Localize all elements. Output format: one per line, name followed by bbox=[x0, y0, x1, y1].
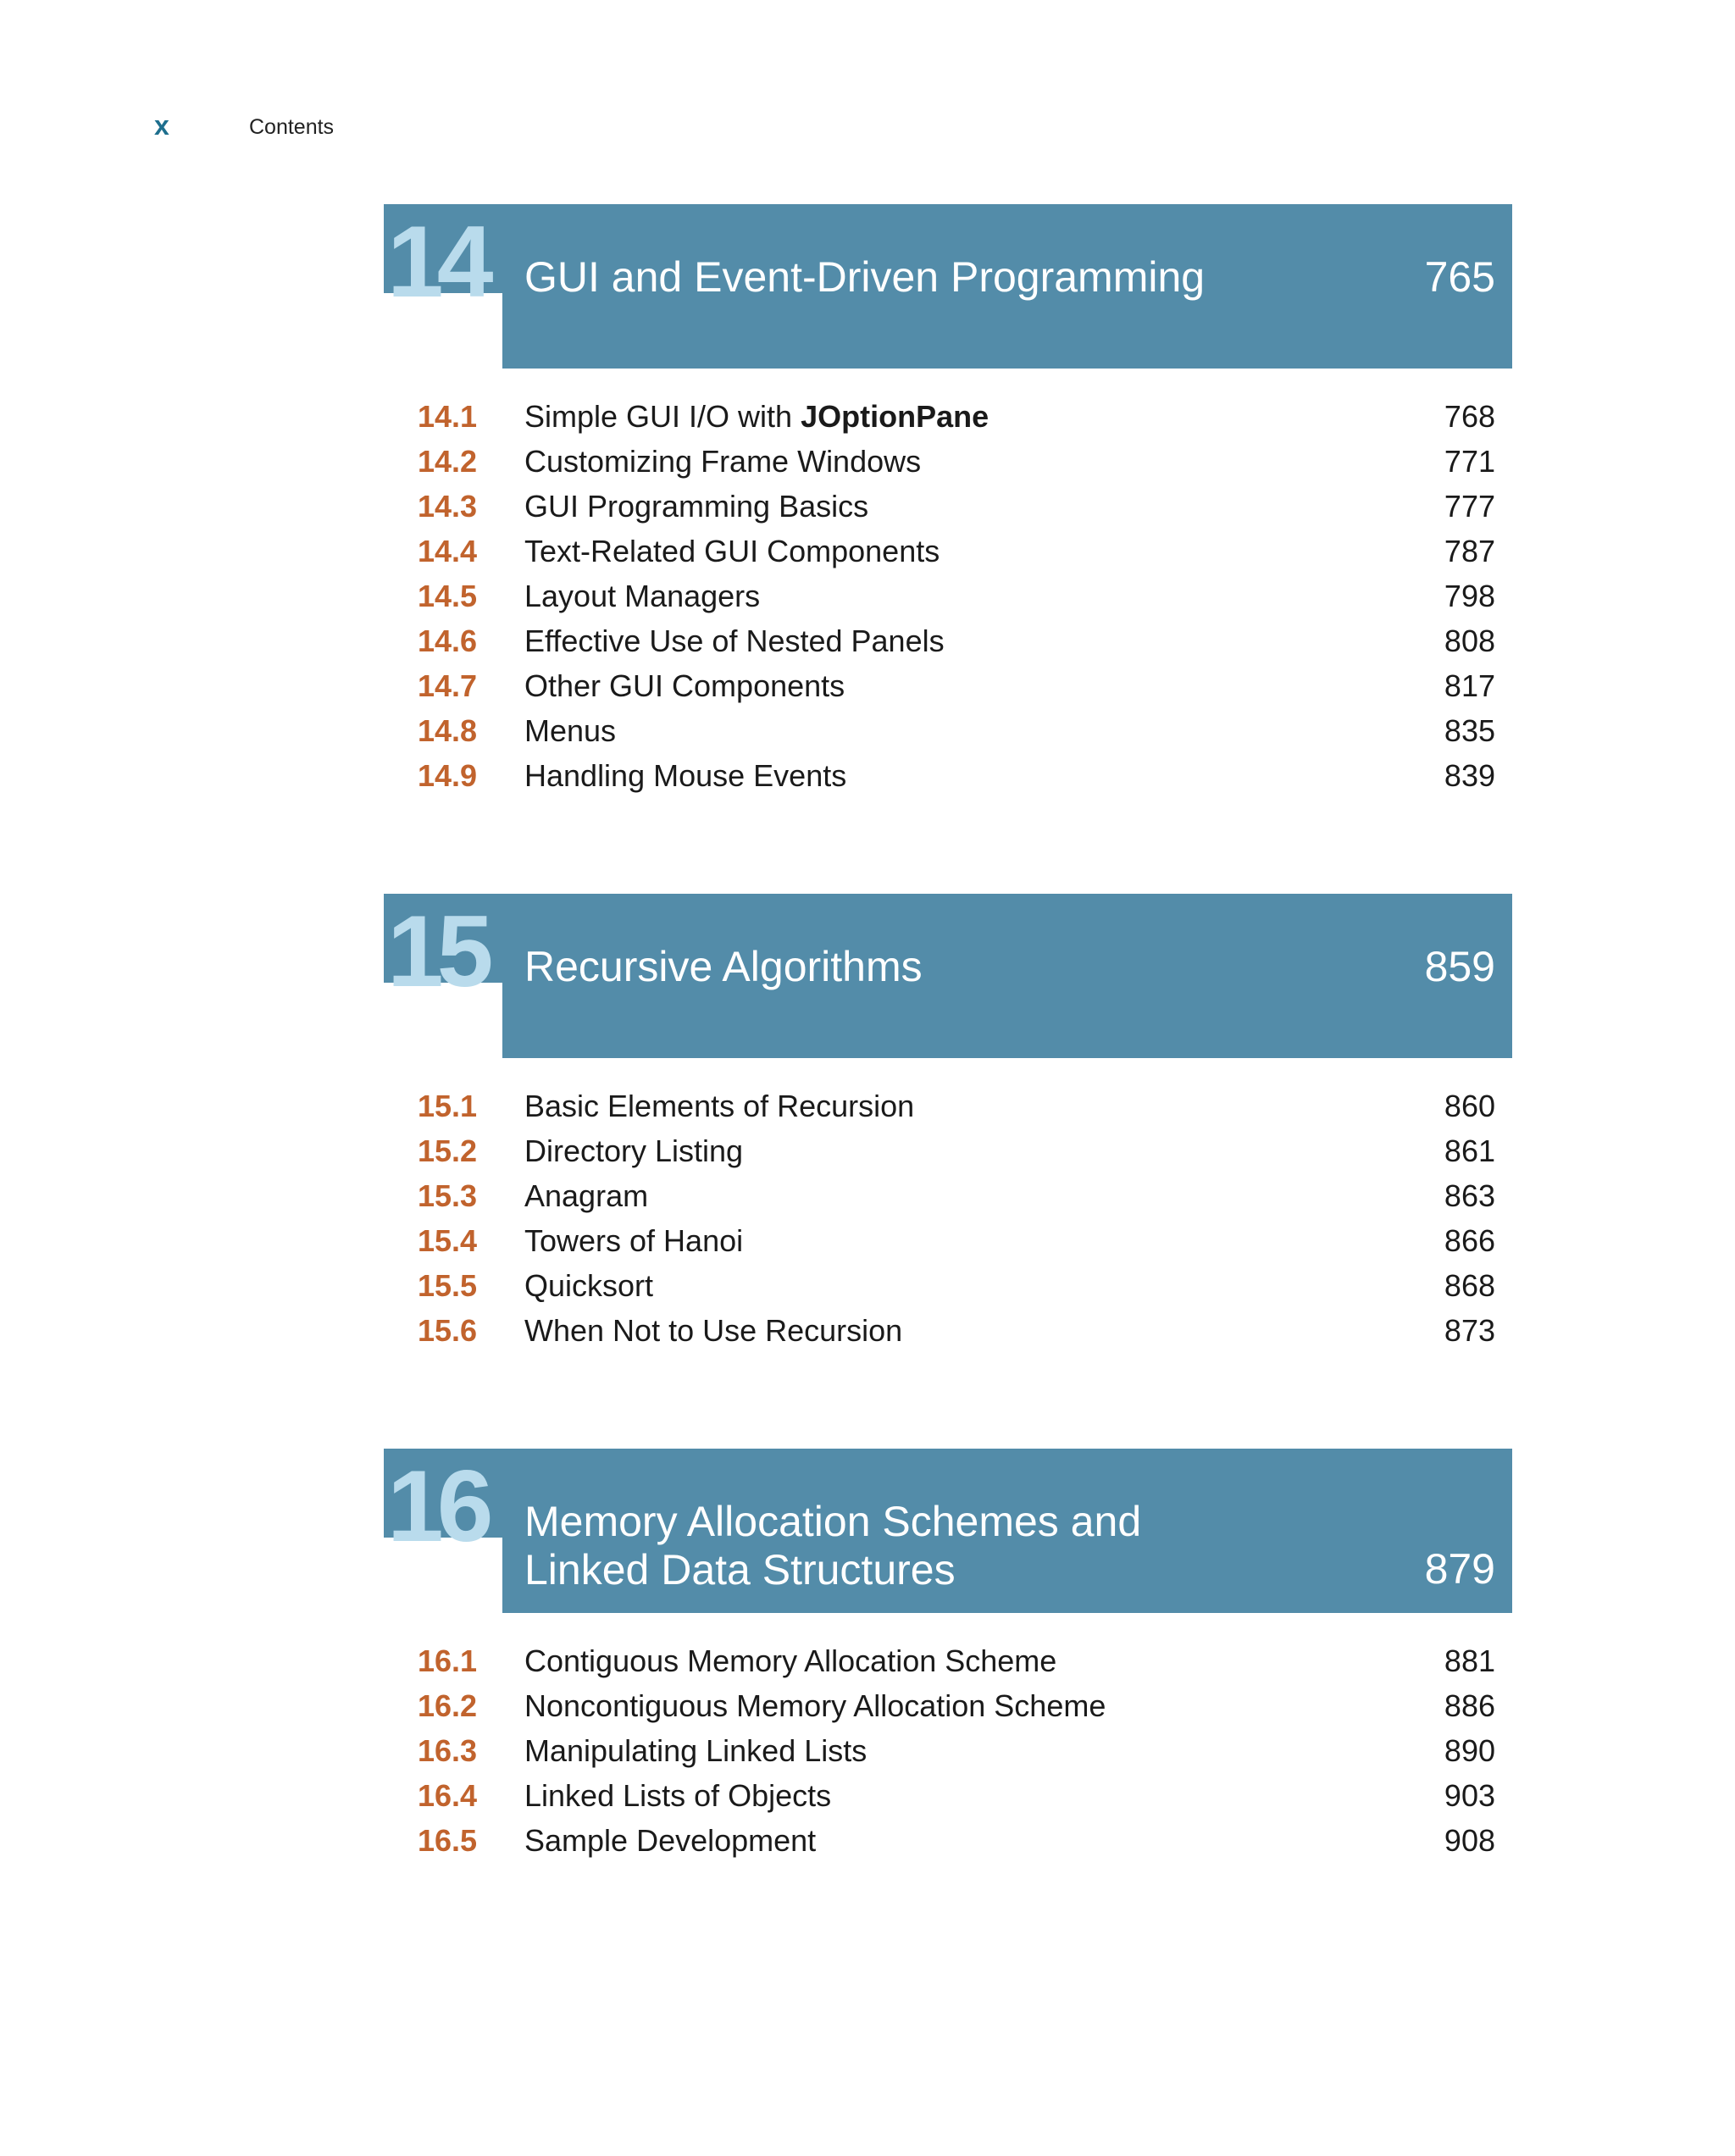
section-number: 14.2 bbox=[418, 444, 478, 479]
section-title: Towers of Hanoi bbox=[524, 1223, 744, 1258]
chapter-14 bbox=[384, 204, 1512, 793]
section-title: Quicksort bbox=[524, 1268, 654, 1303]
section-page: 868 bbox=[1444, 1268, 1495, 1303]
section-title: Handling Mouse Events bbox=[524, 758, 847, 793]
section-row[interactable] bbox=[384, 394, 1512, 439]
section-list bbox=[384, 1084, 1512, 1353]
section-row[interactable] bbox=[384, 1308, 1512, 1353]
chapter-number: 16 bbox=[387, 1449, 487, 1563]
section-row[interactable] bbox=[384, 484, 1512, 529]
section-row[interactable] bbox=[384, 574, 1512, 618]
section-row[interactable] bbox=[384, 1728, 1512, 1773]
section-number: 16.5 bbox=[418, 1823, 478, 1858]
chapter-15 bbox=[384, 894, 1512, 1348]
section-title: Linked Lists of Objects bbox=[524, 1778, 832, 1813]
section-number: 15.4 bbox=[418, 1223, 478, 1258]
section-row[interactable] bbox=[384, 1818, 1512, 1863]
chapter-number: 15 bbox=[387, 895, 487, 1008]
chapter-title[interactable]: Recursive Algorithms bbox=[524, 943, 923, 990]
section-page: 808 bbox=[1444, 624, 1495, 658]
section-title: Simple GUI I/O with JOptionPane bbox=[524, 399, 989, 434]
section-row[interactable] bbox=[384, 1683, 1512, 1728]
chapter-title[interactable]: Memory Allocation Schemes and Linked Data Structures bbox=[524, 1498, 1142, 1593]
section-title: Sample Development bbox=[524, 1823, 817, 1858]
chapter-banner bbox=[384, 1449, 1512, 1613]
section-title: Text-Related GUI Components bbox=[524, 534, 940, 568]
section-number: 14.5 bbox=[418, 579, 478, 613]
section-page: 768 bbox=[1444, 399, 1495, 434]
section-number: 16.1 bbox=[418, 1643, 478, 1678]
section-page: 886 bbox=[1444, 1688, 1495, 1723]
section-number: 14.1 bbox=[418, 399, 478, 434]
section-row[interactable] bbox=[384, 1263, 1512, 1308]
section-list bbox=[384, 394, 1512, 798]
section-title: Basic Elements of Recursion bbox=[524, 1089, 915, 1123]
section-title: Effective Use of Nested Panels bbox=[524, 624, 945, 658]
section-number: 14.7 bbox=[418, 668, 478, 703]
section-row[interactable] bbox=[384, 1773, 1512, 1818]
section-page: 817 bbox=[1444, 668, 1495, 703]
section-title: Contiguous Memory Allocation Scheme bbox=[524, 1643, 1057, 1678]
section-page: 860 bbox=[1444, 1089, 1495, 1123]
section-page: 908 bbox=[1444, 1823, 1495, 1858]
page-number: x bbox=[154, 110, 169, 141]
section-number: 14.9 bbox=[418, 758, 478, 793]
section-page: 861 bbox=[1444, 1133, 1495, 1168]
section-title: Other GUI Components bbox=[524, 668, 845, 703]
section-row[interactable] bbox=[384, 753, 1512, 798]
section-row[interactable] bbox=[384, 439, 1512, 484]
section-page: 873 bbox=[1444, 1313, 1495, 1348]
section-number: 14.8 bbox=[418, 713, 478, 748]
section-number: 15.3 bbox=[418, 1178, 478, 1213]
section-title: Directory Listing bbox=[524, 1133, 744, 1168]
running-title: Contents bbox=[249, 115, 335, 139]
section-number: 15.5 bbox=[418, 1268, 478, 1303]
section-page: 903 bbox=[1444, 1778, 1495, 1813]
section-number: 16.3 bbox=[418, 1733, 478, 1768]
section-number: 15.2 bbox=[418, 1133, 478, 1168]
section-row[interactable] bbox=[384, 1638, 1512, 1683]
section-row[interactable] bbox=[384, 1084, 1512, 1128]
chapter-banner bbox=[384, 204, 1512, 369]
section-number: 15.1 bbox=[418, 1089, 478, 1123]
section-row[interactable] bbox=[384, 618, 1512, 663]
chapter-page: 879 bbox=[1424, 1545, 1495, 1593]
section-page: 863 bbox=[1444, 1178, 1495, 1213]
section-number: 16.4 bbox=[418, 1778, 478, 1813]
section-title: Manipulating Linked Lists bbox=[524, 1733, 868, 1768]
section-page: 835 bbox=[1444, 713, 1495, 748]
chapter-16 bbox=[384, 1449, 1512, 1858]
section-row[interactable] bbox=[384, 1218, 1512, 1263]
section-page: 798 bbox=[1444, 579, 1495, 613]
section-title: Customizing Frame Windows bbox=[524, 444, 922, 479]
section-row[interactable] bbox=[384, 529, 1512, 574]
section-title: GUI Programming Basics bbox=[524, 489, 869, 524]
section-page: 881 bbox=[1444, 1643, 1495, 1678]
section-number: 14.3 bbox=[418, 489, 478, 524]
section-page: 839 bbox=[1444, 758, 1495, 793]
chapter-banner bbox=[384, 894, 1512, 1058]
section-number: 15.6 bbox=[418, 1313, 478, 1348]
chapter-title[interactable]: GUI and Event-Driven Programming bbox=[524, 253, 1206, 301]
section-page: 787 bbox=[1444, 534, 1495, 568]
section-row[interactable] bbox=[384, 708, 1512, 753]
section-title: When Not to Use Recursion bbox=[524, 1313, 903, 1348]
section-page: 777 bbox=[1444, 489, 1495, 524]
section-page: 866 bbox=[1444, 1223, 1495, 1258]
section-list bbox=[384, 1638, 1512, 1863]
chapter-page: 859 bbox=[1424, 943, 1495, 990]
code-term: JOptionPane bbox=[801, 399, 989, 434]
section-number: 14.6 bbox=[418, 624, 478, 658]
section-row[interactable] bbox=[384, 1128, 1512, 1173]
chapter-number: 14 bbox=[387, 205, 487, 319]
section-title: Menus bbox=[524, 713, 617, 748]
section-title: Noncontiguous Memory Allocation Scheme bbox=[524, 1688, 1106, 1723]
section-page: 771 bbox=[1444, 444, 1495, 479]
section-number: 14.4 bbox=[418, 534, 478, 568]
section-number: 16.2 bbox=[418, 1688, 478, 1723]
section-page: 890 bbox=[1444, 1733, 1495, 1768]
section-row[interactable] bbox=[384, 1173, 1512, 1218]
chapter-page: 765 bbox=[1424, 253, 1495, 301]
section-row[interactable] bbox=[384, 663, 1512, 708]
section-title: Layout Managers bbox=[524, 579, 761, 613]
section-title: Anagram bbox=[524, 1178, 649, 1213]
